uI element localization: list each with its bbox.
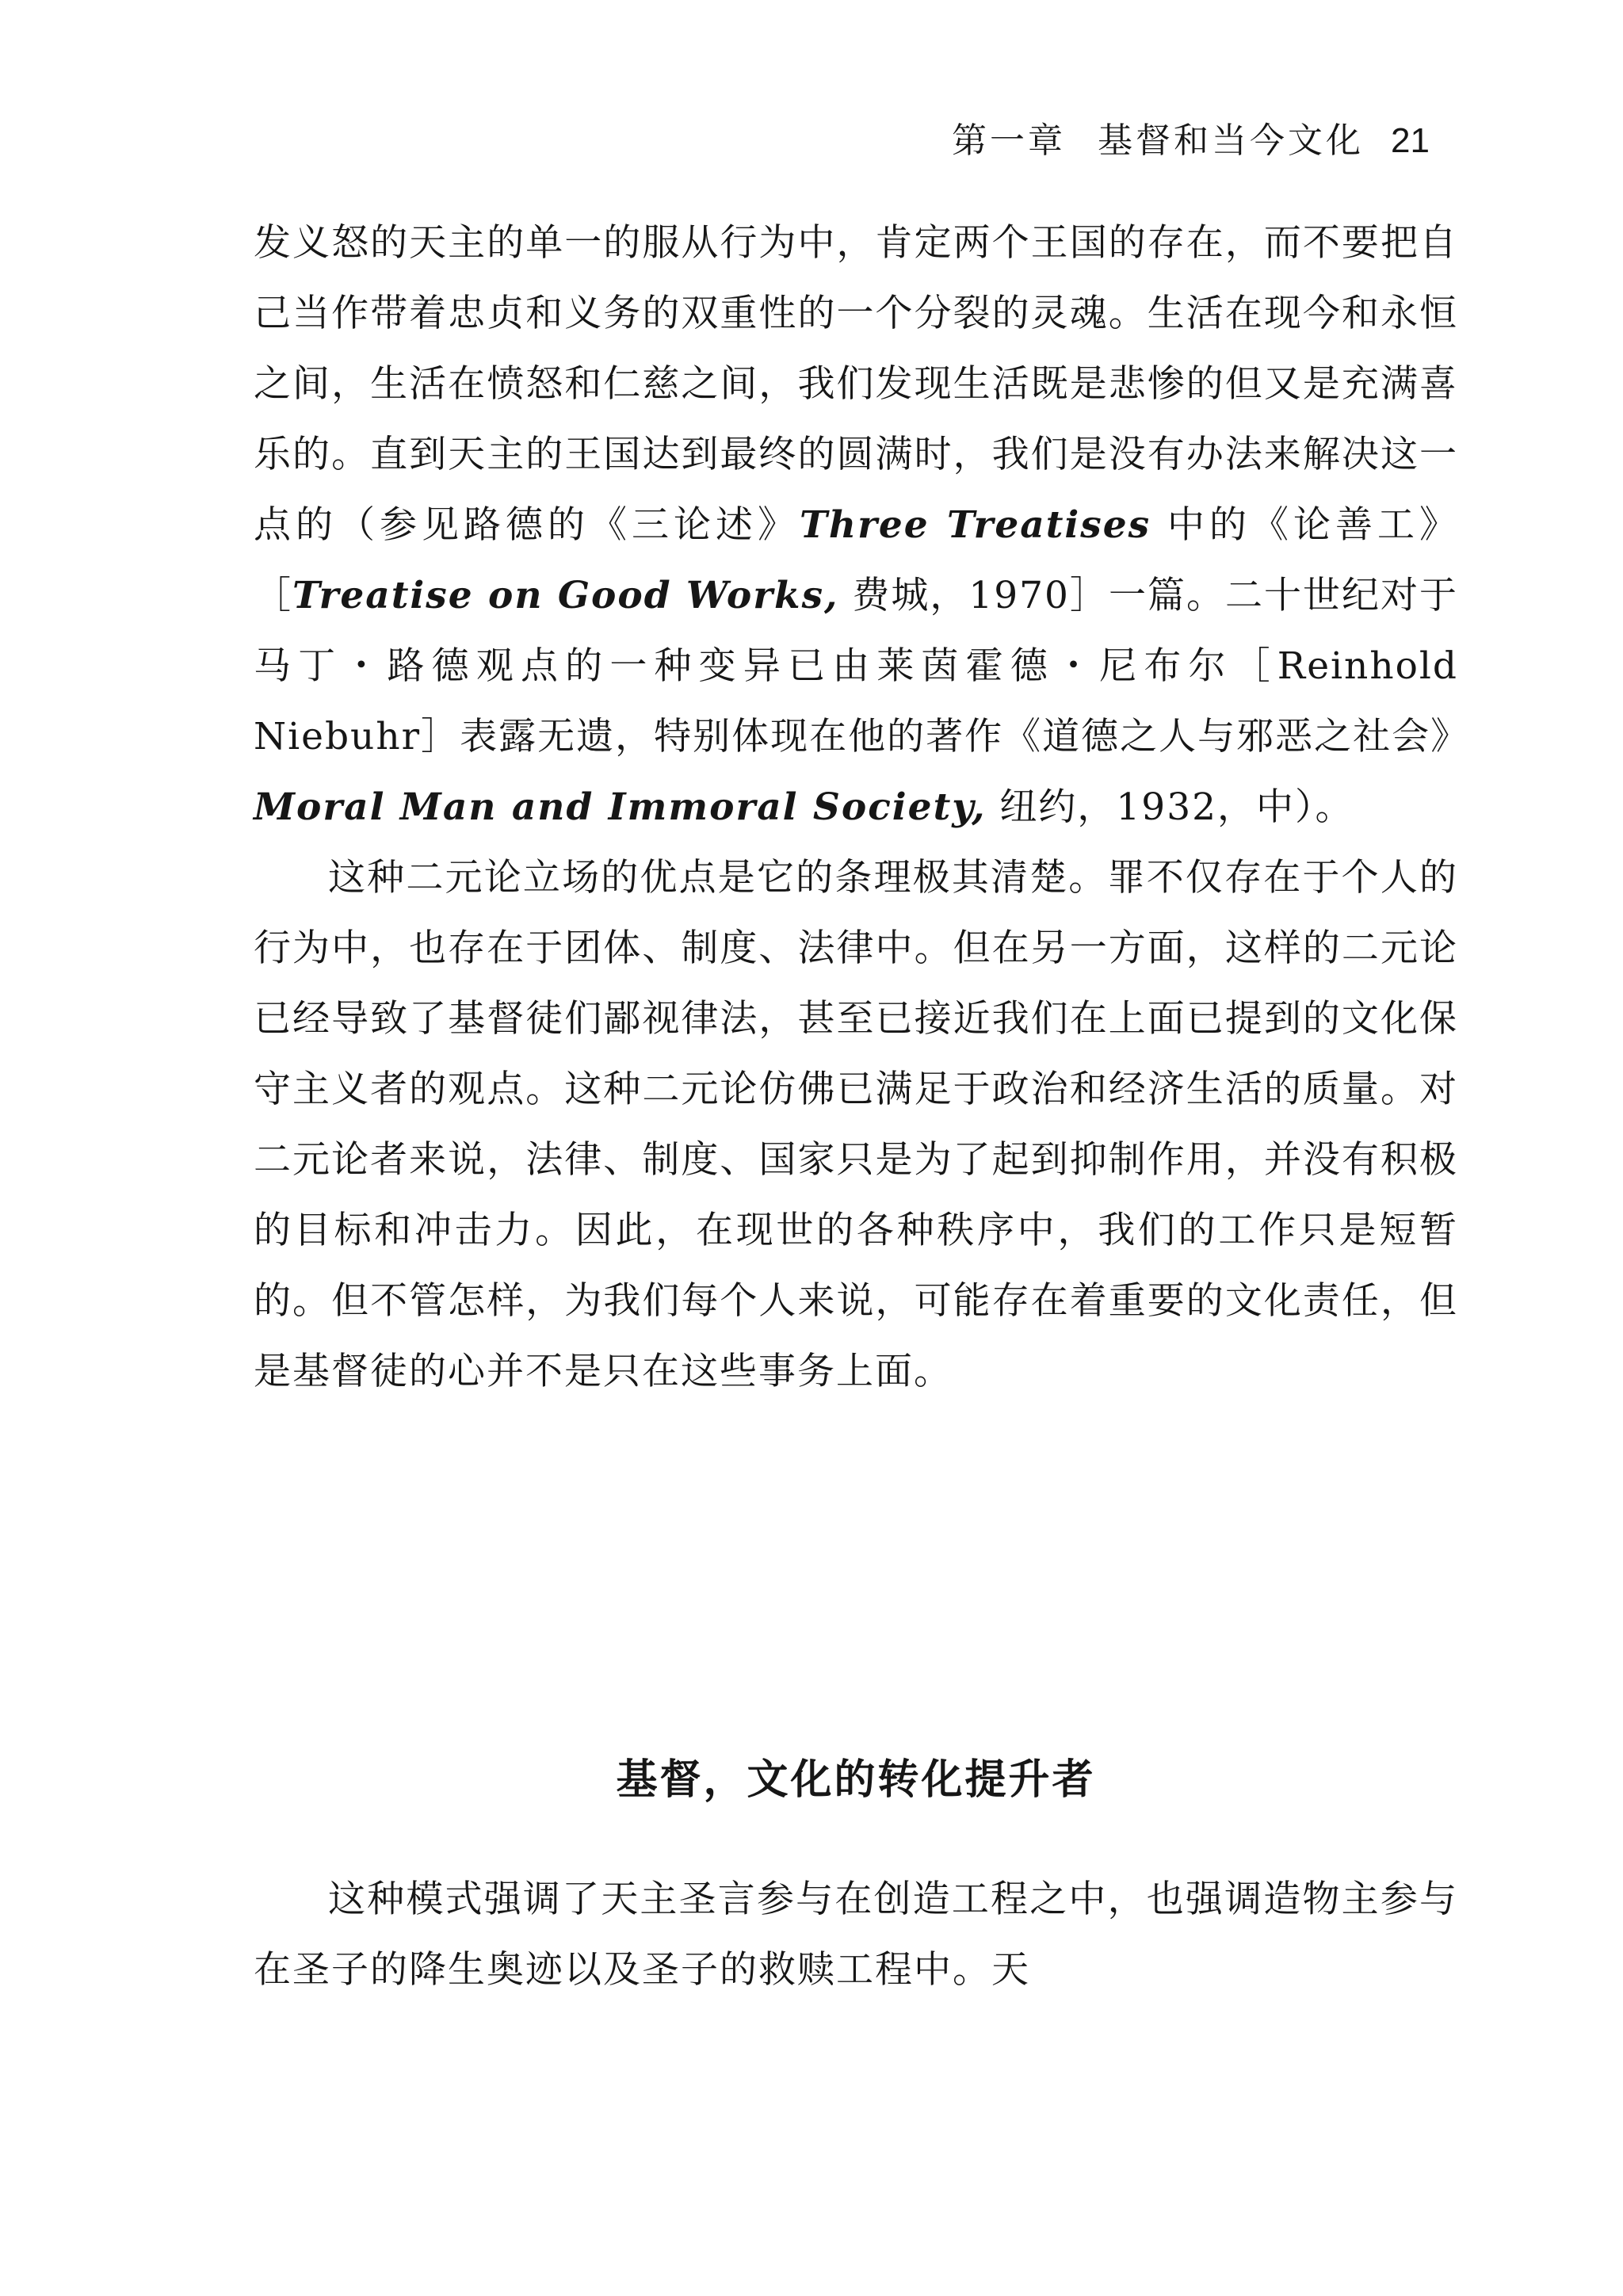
chapter-title: 基督和当今文化	[1098, 120, 1365, 161]
paragraph-1	[254, 208, 1470, 842]
page-number: 21	[1391, 121, 1430, 160]
italic-title-moral-man: Moral Man and Immoral Society,	[254, 785, 987, 829]
italic-title-three-treatises: Three Treatises	[799, 503, 1151, 547]
chapter-label: 第一章	[952, 120, 1067, 161]
body-text	[254, 208, 1470, 1407]
section-paragraph-1: 这种模式强调了天主圣言参与在创造工程之中，也强调造物主参与在圣子的降生奥迹以及圣子的救赎工程中。天	[254, 1878, 1458, 1992]
paragraph-1-text-d: 纽约，1932，中）。	[986, 785, 1354, 829]
running-header	[952, 117, 1430, 165]
paragraph-1-text-c: 费城，1970］一篇。二十世纪对于马丁・路德观点的一种变异已由莱茵霍德・尼布尔［Reinhold Niebuhr］表露无遗，特别体现在他的著作《道德之人与邪恶之社会》	[254, 574, 1470, 758]
section-heading: 基督，文化的转化提升者	[616, 1756, 1096, 1805]
italic-title-treatise-on-good-works: Treatise on Good Works,	[292, 574, 839, 617]
paragraph-2: 这种二元论立场的优点是它的条理极其清楚。罪不仅存在于个人的行为中，也存在于团体、制度、法律中。但在另一方面，这样的二元论已经导致了基督徒们鄙视律法，甚至已接近我们在上面已提到的文化保守主义者的观点。这种二元论仿佛已满足于政治和经济生活的质量。对二元论者来说，法律、制度、国家只是为了起到抑制作用，并没有积极的目标和冲击力。因此，在现世的各种秩序中，我们的工作只是短暂的。但不管怎样，为我们每个人来说，可能存在着重要的文化责任，但是基督徒的心并不是只在这些事务上面。	[254, 856, 1458, 1393]
paragraph-1-text-b: 中的《论善工》［	[254, 503, 1459, 617]
paragraph-1-text-a: 发义怒的天主的单一的服从行为中，肯定两个王国的存在，而不要把自己当作带着忠贞和义务的双重性的一个分裂的灵魂。生活在现今和永恒之间，生活在愤怒和仁慈之间，我们发现生活既是悲惨的但又是充满喜乐的。直到天主的王国达到最终的圆满时，我们是没有办法来解决这一点的（参见路德的《三论述》	[254, 221, 1458, 547]
